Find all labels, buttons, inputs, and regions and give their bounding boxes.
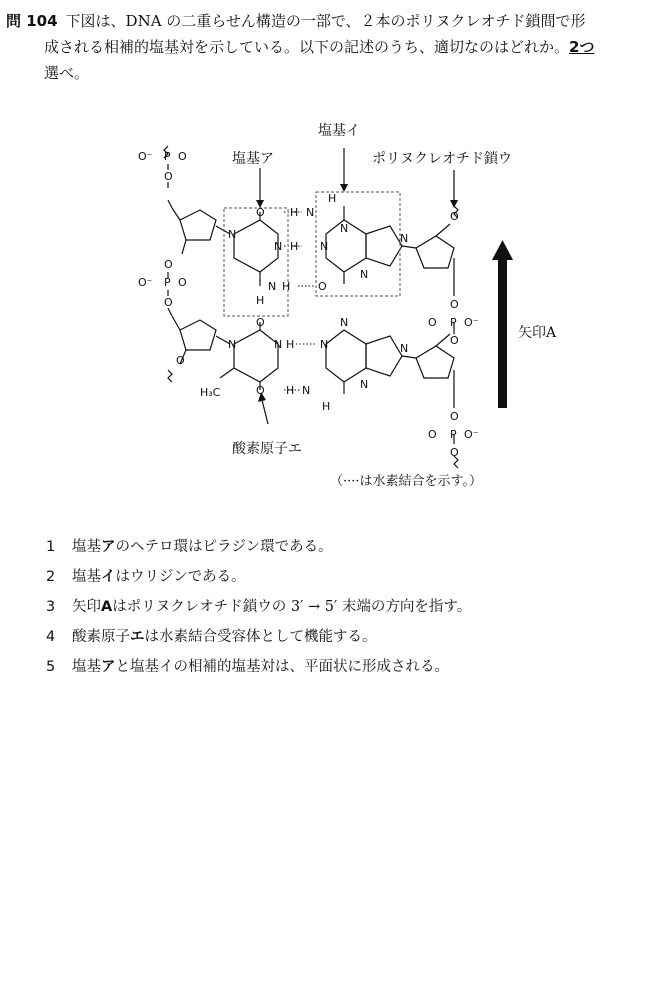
label-base-i: 塩基イ — [318, 123, 360, 139]
atom-o: O — [428, 316, 437, 329]
atom-o: O — [176, 354, 185, 367]
label-chain-u: ポリヌクレオチド鎖ウ — [372, 151, 512, 167]
atom-p: P — [450, 316, 457, 329]
atom-o: O — [450, 298, 459, 311]
atom-p: P — [164, 150, 171, 163]
atom-o: O — [450, 334, 459, 347]
atom-o: O — [450, 446, 459, 459]
question-line-3: 選べ。 — [44, 64, 90, 82]
atom-n: N — [340, 316, 349, 329]
atom-n: N — [360, 378, 369, 391]
atom-h: H — [286, 384, 295, 397]
option-4[interactable]: 4 酸素原子エは水素結合受容体として機能する。 — [46, 629, 377, 645]
atom-o: O — [164, 170, 173, 183]
atom-o: O — [318, 280, 327, 293]
option-3[interactable]: 3 矢印Aはポリヌクレオチド鎖ウの 3′ → 5′ 末端の方向を指す。 — [46, 599, 472, 615]
atom-h3c: H₃C — [200, 386, 221, 399]
atom-o: O — [164, 296, 173, 309]
atom-p: P — [164, 276, 171, 289]
atom-n: N — [302, 384, 311, 397]
question-number: 問 104 — [6, 12, 58, 30]
question-line-2: 成される相補的塩基対を示している。以下の記述のうち、適切なのはどれか。2つ — [44, 38, 595, 56]
answer-options — [46, 532, 471, 682]
atom-o: O — [256, 316, 265, 329]
atom-n: N — [400, 342, 409, 355]
atom-h: H — [322, 400, 331, 413]
atom-o: O — [450, 210, 459, 223]
atom-o-minus: O⁻ — [464, 316, 479, 329]
label-arrow-a: 矢印A — [518, 325, 557, 341]
atom-n: N — [228, 338, 237, 351]
atom-n: N — [268, 280, 277, 293]
figure-caption: （····は水素結合を示す。） — [330, 474, 482, 489]
atom-o-minus: O⁻ — [464, 428, 479, 441]
option-1[interactable]: 1 塩基アのヘテロ環はピラジン環である。 — [46, 539, 333, 555]
atom-n: N — [228, 228, 237, 241]
question-stem — [6, 8, 666, 86]
atom-n: N — [320, 338, 329, 351]
atom-o: O — [178, 150, 187, 163]
atom-h: H — [256, 294, 265, 307]
label-base-a: 塩基ア — [232, 151, 274, 167]
atom-o: O — [164, 258, 173, 271]
atom-p: P — [450, 428, 457, 441]
atom-n: N — [274, 338, 283, 351]
atom-h: H — [328, 192, 337, 205]
question-line-1: 問 104 下図は、DNA の二重らせん構造の一部で、２本のポリヌクレオチド鎖間で形 — [6, 12, 586, 30]
atom-o: O — [428, 428, 437, 441]
atom-n: N — [274, 240, 283, 253]
dna-base-pair-figure — [120, 108, 560, 498]
atom-n: N — [320, 240, 329, 253]
atom-labels — [138, 150, 479, 459]
atom-h: H — [290, 240, 299, 253]
atom-n: N — [306, 206, 315, 219]
atom-o-minus: O⁻ — [138, 150, 153, 163]
atom-n: N — [360, 268, 369, 281]
atom-h: H — [290, 206, 299, 219]
option-2[interactable]: 2 塩基イはウリジンである。 — [46, 569, 246, 585]
label-oxygen-e: 酸素原子エ — [232, 441, 302, 457]
atom-n: N — [340, 222, 349, 235]
atom-o-minus: O⁻ — [138, 276, 153, 289]
atom-n: N — [400, 232, 409, 245]
atom-o: O — [256, 206, 265, 219]
oxygen-atom-e: O — [256, 384, 265, 397]
answer-count: 2つ — [569, 38, 595, 56]
atom-o: O — [178, 276, 187, 289]
atom-h: H — [282, 280, 291, 293]
atom-h: H — [286, 338, 295, 351]
option-5[interactable]: 5 塩基アと塩基イの相補的塩基対は、平面状に形成される。 — [46, 659, 449, 675]
atom-o: O — [450, 410, 459, 423]
